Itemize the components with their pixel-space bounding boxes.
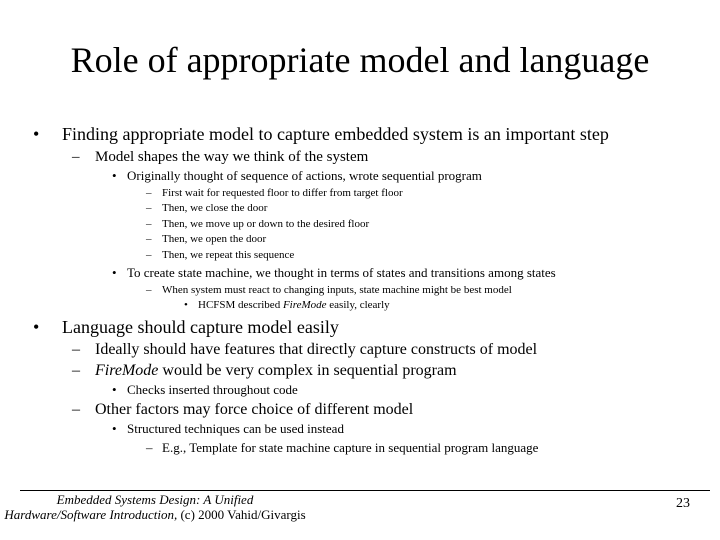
step-item: First wait for requested floor to differ from target floor [162, 187, 403, 199]
bullet-marker: • [33, 317, 40, 337]
dash-marker: – [72, 341, 80, 358]
step-item: Then, we open the door [162, 233, 267, 245]
bullet-marker: • [112, 168, 117, 183]
dash-marker: – [72, 362, 80, 379]
footer-book-title: Embedded Systems Design: A Unified [56, 492, 254, 507]
bullet-model-step: Finding appropriate model to capture embedded system is an important step [62, 124, 609, 144]
bullet-marker: • [112, 265, 117, 280]
bullet-structured: Structured techniques can be used instead [127, 421, 344, 436]
dash-marker: – [146, 284, 152, 296]
bullet-language: Language should capture model easily [62, 317, 339, 337]
dash-marker: – [146, 187, 152, 199]
bullet-sequential: Originally thought of sequence of actions, wrote sequential program [127, 168, 482, 183]
bullet-firemode-complex: FireMode would be very complex in sequential program [95, 362, 457, 379]
step-item: Then, we repeat this sequence [162, 249, 295, 261]
bullet-other-factors: Other factors may force choice of different model [95, 401, 414, 418]
bullet-marker: • [184, 299, 188, 311]
footer-copyright: (c) 2000 Vahid/Givargis [177, 507, 306, 522]
bullet-marker: • [33, 124, 40, 144]
dash-marker: – [146, 202, 152, 214]
step-item: Then, we move up or down to the desired floor [162, 218, 370, 230]
footer-rule [20, 490, 710, 491]
bullet-marker: • [112, 421, 117, 436]
page-number: 23 [676, 496, 690, 511]
bullet-marker: • [112, 382, 117, 397]
bullet-react-inputs: When system must react to changing inputs, state machine might be best model [162, 284, 512, 296]
dash-marker: – [146, 440, 153, 455]
footer-citation [0, 492, 310, 522]
bullet-template: E.g., Template for state machine capture in sequential program language [162, 440, 539, 455]
step-item: Then, we close the door [162, 202, 268, 214]
dash-marker: – [146, 233, 152, 245]
dash-marker: – [72, 401, 80, 418]
dash-marker: – [146, 218, 152, 230]
dash-marker: – [146, 249, 152, 261]
bullet-hcfsm: HCFSM described FireMode easily, clearly [198, 299, 390, 311]
bullet-checks: Checks inserted throughout code [127, 382, 298, 397]
dash-marker: – [72, 149, 80, 165]
bullet-state-machine: To create state machine, we thought in terms of states and transitions among states [127, 265, 556, 280]
slide-title: Role of appropriate model and language [70, 40, 650, 80]
bullet-model-shapes: Model shapes the way we think of the system [95, 149, 369, 165]
bullet-features: Ideally should have features that directly capture constructs of model [95, 341, 538, 358]
footer-book-subtitle: Hardware/Software Introduction, [4, 507, 178, 522]
